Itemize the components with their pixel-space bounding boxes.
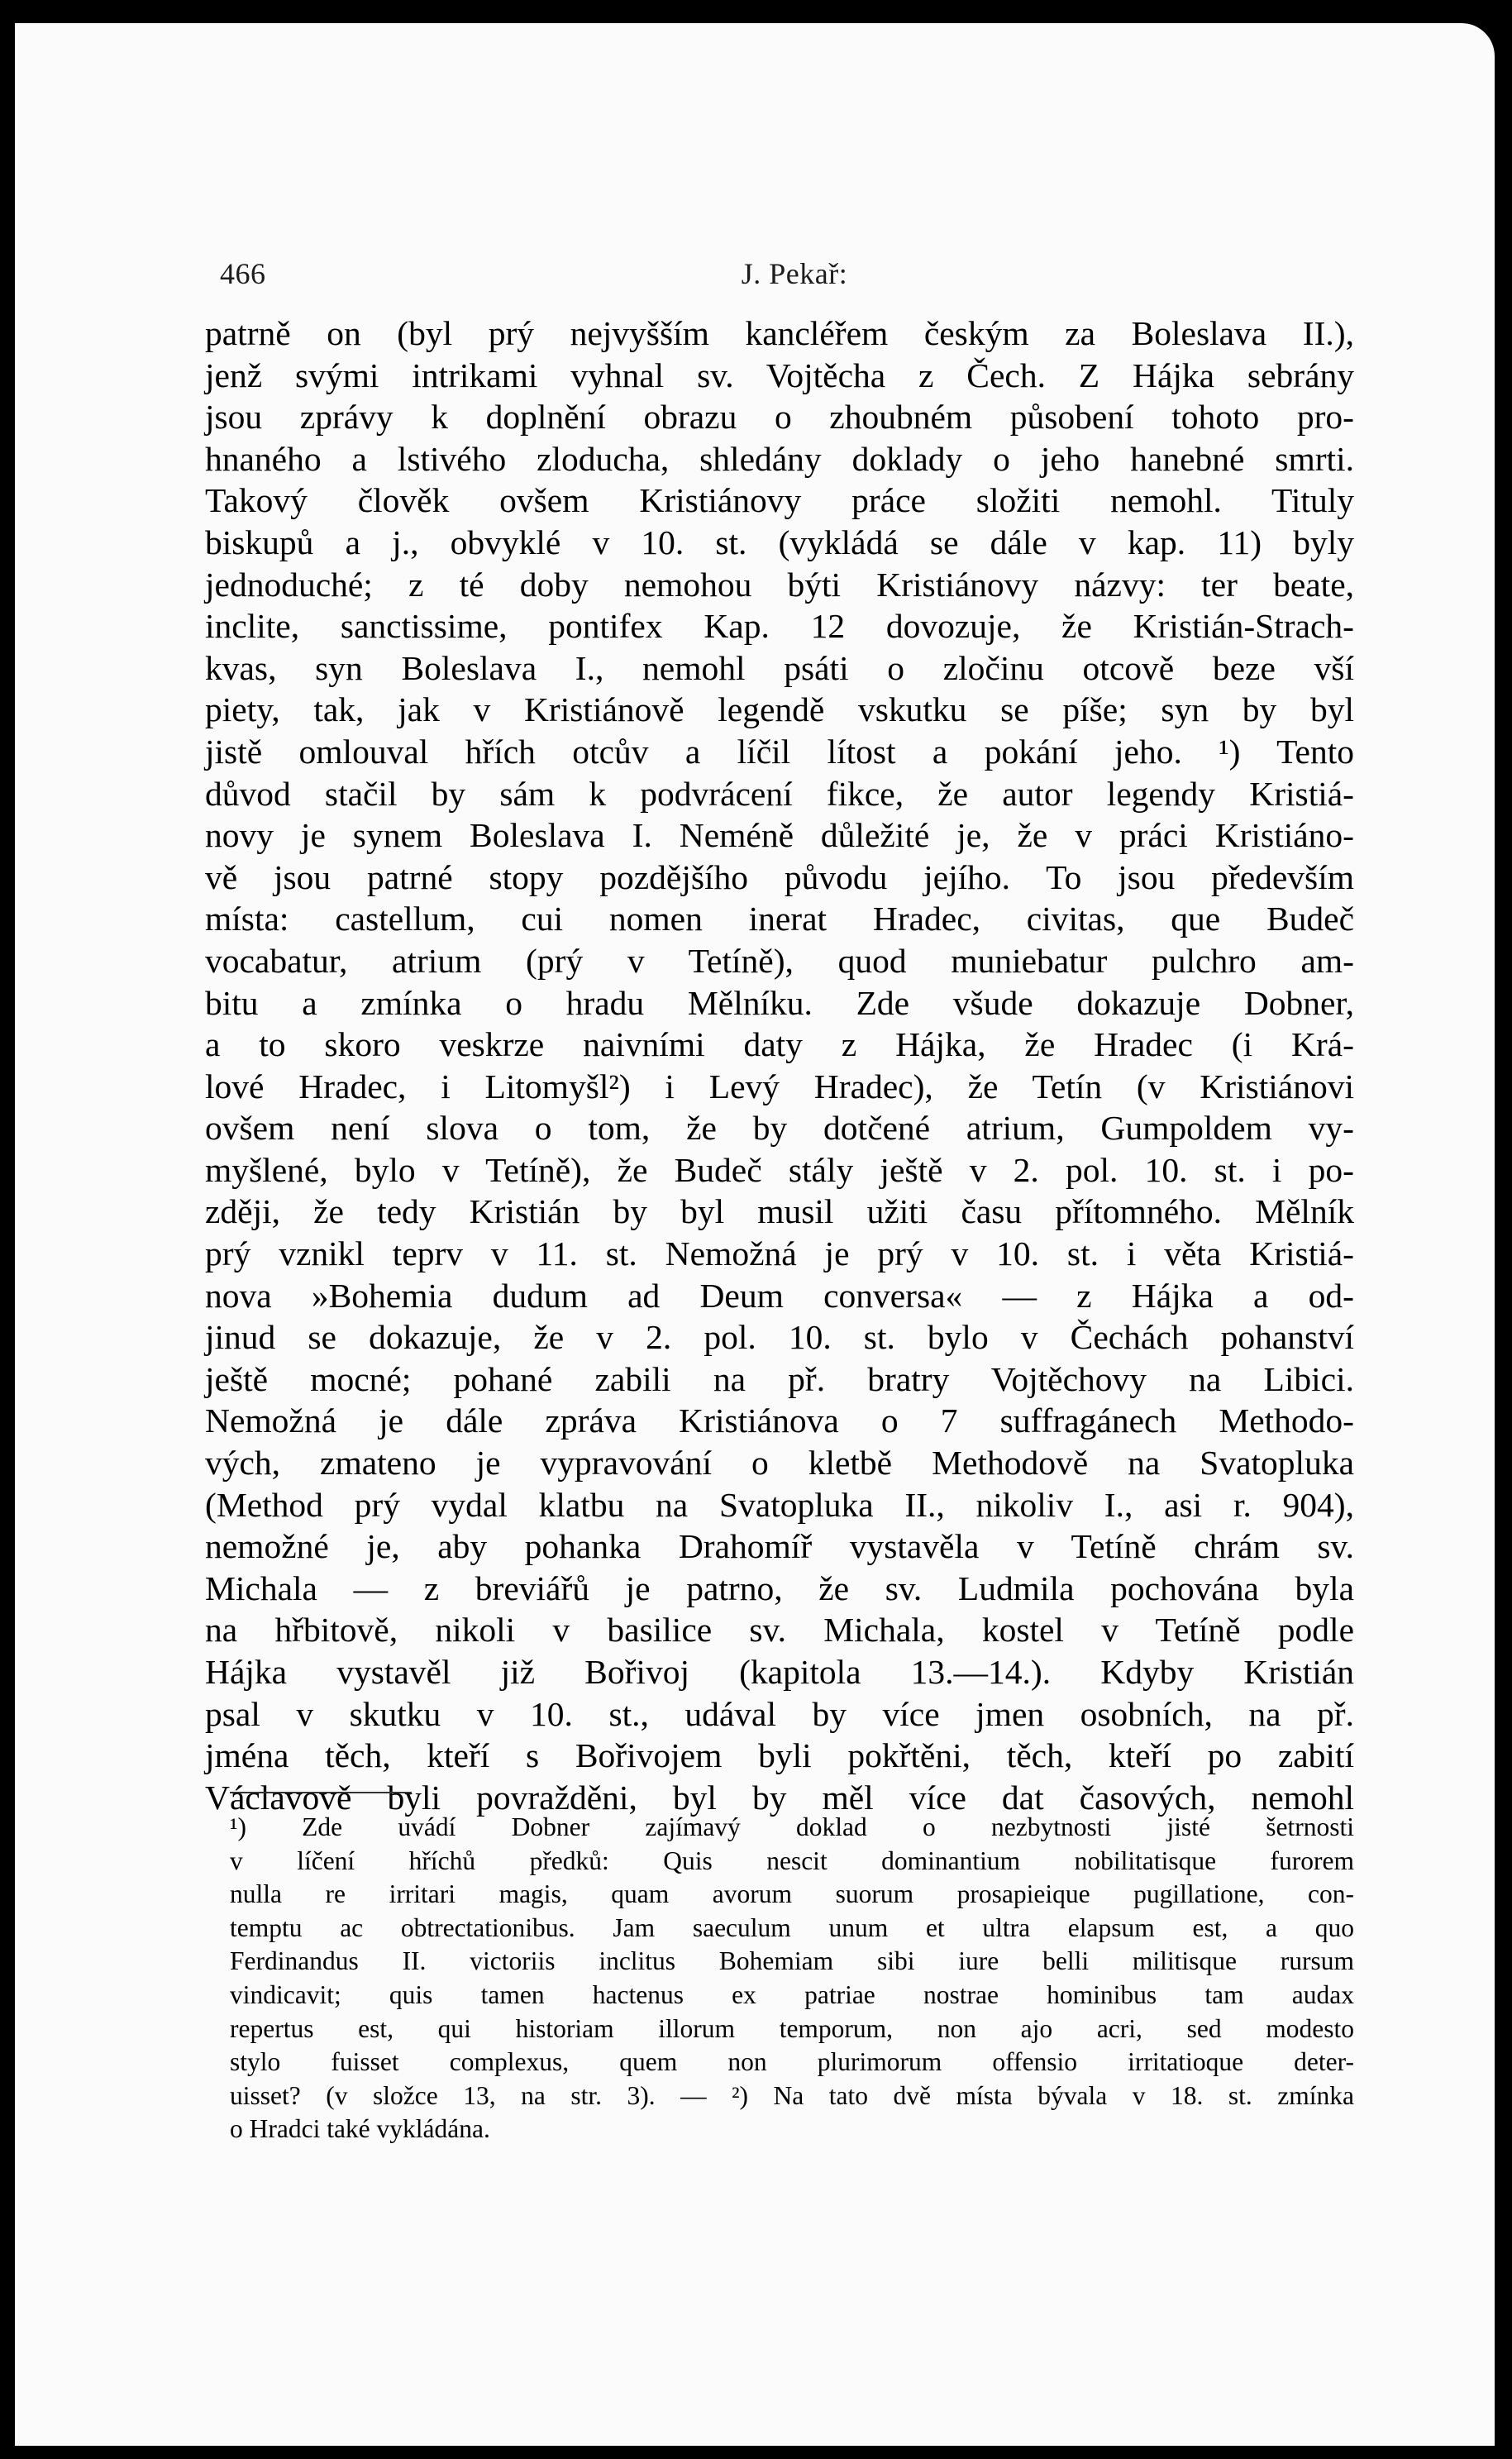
body-line: Takový člověk ovšem Kristiánovy práce složiti nemohl. Tituly: [205, 481, 1354, 520]
body-line: novy je synem Boleslava I. Neméně důležité je, že v práci Kristiáno-: [205, 816, 1354, 855]
body-line: kvas, syn Boleslava I., nemohl psáti o zločinu otcově beze vší: [205, 648, 1354, 687]
body-line: myšlené, bylo v Tetíně), že Budeč stály ještě v 2. pol. 10. st. i po-: [205, 1150, 1354, 1189]
body-line: na hřbitově, nikoli v basilice sv. Michala, kostel v Tetíně podle: [205, 1611, 1354, 1650]
body-line: biskupů a j., obvyklé v 10. st. (vykládá se dále v kap. 11) byly: [205, 523, 1354, 561]
body-text: [205, 313, 1354, 1818]
body-line: zději, že tedy Kristián by byl musil užiti času přítomného. Mělník: [205, 1192, 1354, 1231]
body-line: psal v skutku v 10. st., udával by více jmen osobních, na př.: [205, 1694, 1354, 1733]
body-line: a to skoro veskrze naivními daty z Hájka, že Hradec (i Krá-: [205, 1025, 1354, 1064]
body-line: jednoduché; z té doby nemohou býti Kristiánovy názvy: ter beate,: [205, 565, 1354, 604]
body-line: hnaného a lstivého zloducha, shledány doklady o jeho hanebné smrti.: [205, 439, 1354, 478]
body-line: prý vznikl teprv v 11. st. Nemožná je prý v 10. st. i věta Kristiá-: [205, 1234, 1354, 1273]
footnote-line: v líčení hříchů předků: Quis nescit dominantium nobilitatisque furorem: [230, 1845, 1354, 1875]
body-line: (Method prý vydal klatbu na Svatopluka II., nikoliv I., asi r. 904),: [205, 1485, 1354, 1524]
body-line: vě jsou patrné stopy pozdějšího původu jejího. To jsou především: [205, 857, 1354, 896]
body-line: Michala — z breviářů je patrno, že sv. Ludmila pochována byla: [205, 1569, 1354, 1607]
body-line: jenž svými intrikami vyhnal sv. Vojtěcha z Čech. Z Hájka sebrány: [205, 356, 1354, 394]
body-line: Hájka vystavěl již Bořivoj (kapitola 13.—14.). Kdyby Kristián: [205, 1653, 1354, 1691]
body-line: jména těch, kteří s Bořivojem byli pokřtěni, těch, kteří po zabití: [205, 1736, 1354, 1775]
footnote-line: ¹) Zde uvádí Dobner zajímavý doklad o nezbytnosti jisté šetrnosti: [230, 1812, 1354, 1841]
footnotes: [230, 1811, 1354, 2146]
footnote-line: nulla re irritari magis, quam avorum suorum prosapieique pugillatione, con-: [230, 1879, 1354, 1909]
body-line: vých, zmateno je vypravování o kletbě Methodově na Svatopluka: [205, 1444, 1354, 1483]
body-line: jinud se dokazuje, že v 2. pol. 10. st. bylo v Čechách pohanství: [205, 1318, 1354, 1357]
body-line: inclite, sanctissime, pontifex Kap. 12 dovozuje, že Kristián-Strach-: [205, 607, 1354, 646]
body-line: lové Hradec, i Litomyšl²) i Levý Hradec), že Tetín (v Kristiánovi: [205, 1067, 1354, 1105]
body-line: místa: castellum, cui nomen inerat Hradec, civitas, que Budeč: [205, 900, 1354, 938]
body-line: bitu a zmínka o hradu Mělníku. Zde všude dokazuje Dobner,: [205, 983, 1354, 1022]
body-line: ovšem není slova o tom, že by dotčené atrium, Gumpoldem vy-: [205, 1109, 1354, 1148]
running-head: J. Pekař:: [741, 257, 848, 290]
body-line: Nemožná je dále zpráva Kristiánova o 7 suffragánech Methodo-: [205, 1401, 1354, 1440]
footnote-line: o Hradci také vykládána.: [230, 2114, 490, 2144]
footnote-divider: [230, 1792, 412, 1793]
body-line: nemožné je, aby pohanka Drahomíř vystavěla v Tetíně chrám sv.: [205, 1527, 1354, 1566]
footnote-line: Ferdinandus II. victoriis inclitus Bohemiam sibi iure belli militisque rursum: [230, 1946, 1354, 1976]
body-line: Václavově byli povražděni, byl by měl více dat časových, nemohl: [205, 1778, 1354, 1817]
page-number: 466: [220, 257, 266, 290]
body-line: důvod stačil by sám k podvrácení fikce, že autor legendy Kristiá-: [205, 774, 1354, 813]
footnote-line: vindicavit; quis tamen hactenus ex patriae nostrae hominibus tam audax: [230, 1979, 1354, 2009]
body-line: jistě omlouval hřích otcův a líčil lítost a pokání jeho. ¹) Tento: [205, 732, 1354, 771]
footnote-line: stylo fuisset complexus, quem non plurimorum offensio irritatioque deter-: [230, 2047, 1354, 2077]
footnote-line: temptu ac obtrectationibus. Jam saeculum unum et ultra elapsum est, a quo: [230, 1912, 1354, 1942]
footnote-line: uisset? (v složce 13, na str. 3). — ²) Na tato dvě místa bývala v 18. st. zmínka: [230, 2080, 1354, 2110]
body-line: ještě mocné; pohané zabili na př. bratry Vojtěchovy na Libici.: [205, 1359, 1354, 1398]
body-line: piety, tak, jak v Kristiánově legendě vskutku se píše; syn by byl: [205, 690, 1354, 729]
body-line: vocabatur, atrium (prý v Tetíně), quod muniebatur pulchro am-: [205, 941, 1354, 980]
page-header: [220, 256, 1369, 306]
body-line: patrně on (byl prý nejvyšším kancléřem českým za Boleslava II.),: [205, 314, 1354, 352]
footnote-line: repertus est, qui historiam illorum temporum, non ajo acri, sed modesto: [230, 2013, 1354, 2043]
body-line: jsou zprávy k doplnění obrazu o zhoubném působení tohoto pro-: [205, 398, 1354, 437]
body-line: nova »Bohemia dudum ad Deum conversa« — z Hájka a od-: [205, 1276, 1354, 1315]
